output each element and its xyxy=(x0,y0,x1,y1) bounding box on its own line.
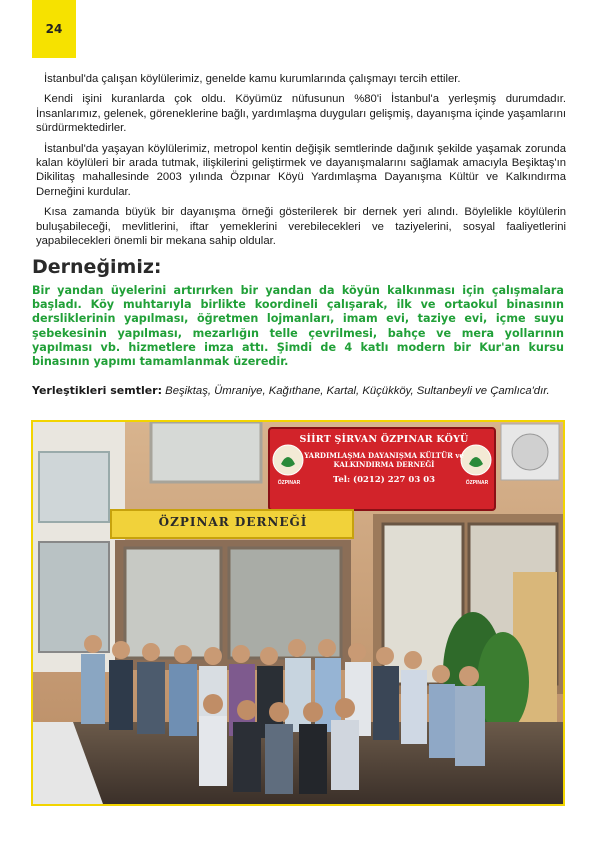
sign-logo-caption-right: ÖZPINAR xyxy=(465,480,489,486)
sign-line-3: KALKINDIRMA DERNEĞİ xyxy=(333,460,435,469)
section-heading: Derneğimiz: xyxy=(32,256,162,278)
paragraph: İstanbul'da çalışan köylülerimiz, genelde kamu kurumlarında çalışmayı tercih ettiler. xyxy=(44,73,461,85)
sign-phone: Tel: (0212) 227 03 03 xyxy=(332,475,436,485)
intro-text xyxy=(36,72,566,254)
districts-label: Yerleştikleri semtler: xyxy=(32,384,163,397)
paragraph: İstanbul'da yaşayan köylülerimiz, metropol kentin değişik semtlerinde dağınık şekilde yaşamak zorunda kalan köylüleri bir arada tutmak, ilişkilerini geliştirmek ve dayanışmalarını sağlamak amacıyla Beşiktaş'ın Dikilitaş mahallesinde 2003 yılında Özpınar Köyü Yardımlaşma Dayanışma Kültür ve Kalkındırma Derneğini kurdular. xyxy=(36,142,566,198)
districts-line xyxy=(32,384,564,398)
sign-logo-caption-left: ÖZPINAR xyxy=(277,480,301,486)
districts-value: Beşiktaş, Ümraniye, Kağıthane, Kartal, Küçükköy, Sultanbeyli ve Çamlıca'dır. xyxy=(165,385,550,397)
highlight-paragraph: Bir yandan üyelerini artırırken bir yandan da köyün kalkınması için çalışmalara başladı. Köy muhtarıyla birlikte koordineli çalışarak, ilk ve ortaokul binasının dersliklerinin yapılması, öğretmen lojmanları, imam evi, taziye evi, içme suyu şebekesinin yapılması, mezarlığın telle çevrilmesi, bahçe ve mera yollarının yapılması vb. hizmetlere imza attı. Şimdi de 4 katlı modern bir Kur'an kursu binasının yapımı tamamlanmak üzeredir. xyxy=(32,284,564,369)
sign-main-text: SİİRT ŞİRVAN ÖZPINAR KÖYÜ xyxy=(299,434,469,445)
paragraph: Kısa zamanda büyük bir dayanışma örneği gösterilerek bir dernek yeri alındı. Böylelikle köylülerin buluşabileceği, mevlitlerini, iftar yemeklerini verebilecekleri ve taziyelerini, sosyal faaliyetlerini yapabilecekleri önemli bir mekana sahip oldular. xyxy=(36,206,566,248)
sign-line-2: YARDIMLAŞMA DAYANIŞMA KÜLTÜR ve xyxy=(304,451,464,460)
awning-text: ÖZPINAR DERNEĞİ xyxy=(158,515,308,529)
page-number: 24 xyxy=(45,22,63,36)
paragraph: Kendi işini kuranlarda çok oldu. Köyümüz nüfusunun %80'i İstanbul'a yerleşmiş durumdadır. İnsanlarımız, gelenek, göreneklerine bağlı, yardımlaşma duyguları gelişmiş, dayanışma içinde yaşamlarını sürdürmektedirler. xyxy=(36,93,566,135)
page-number-badge xyxy=(32,0,76,58)
group-photo xyxy=(31,420,565,806)
